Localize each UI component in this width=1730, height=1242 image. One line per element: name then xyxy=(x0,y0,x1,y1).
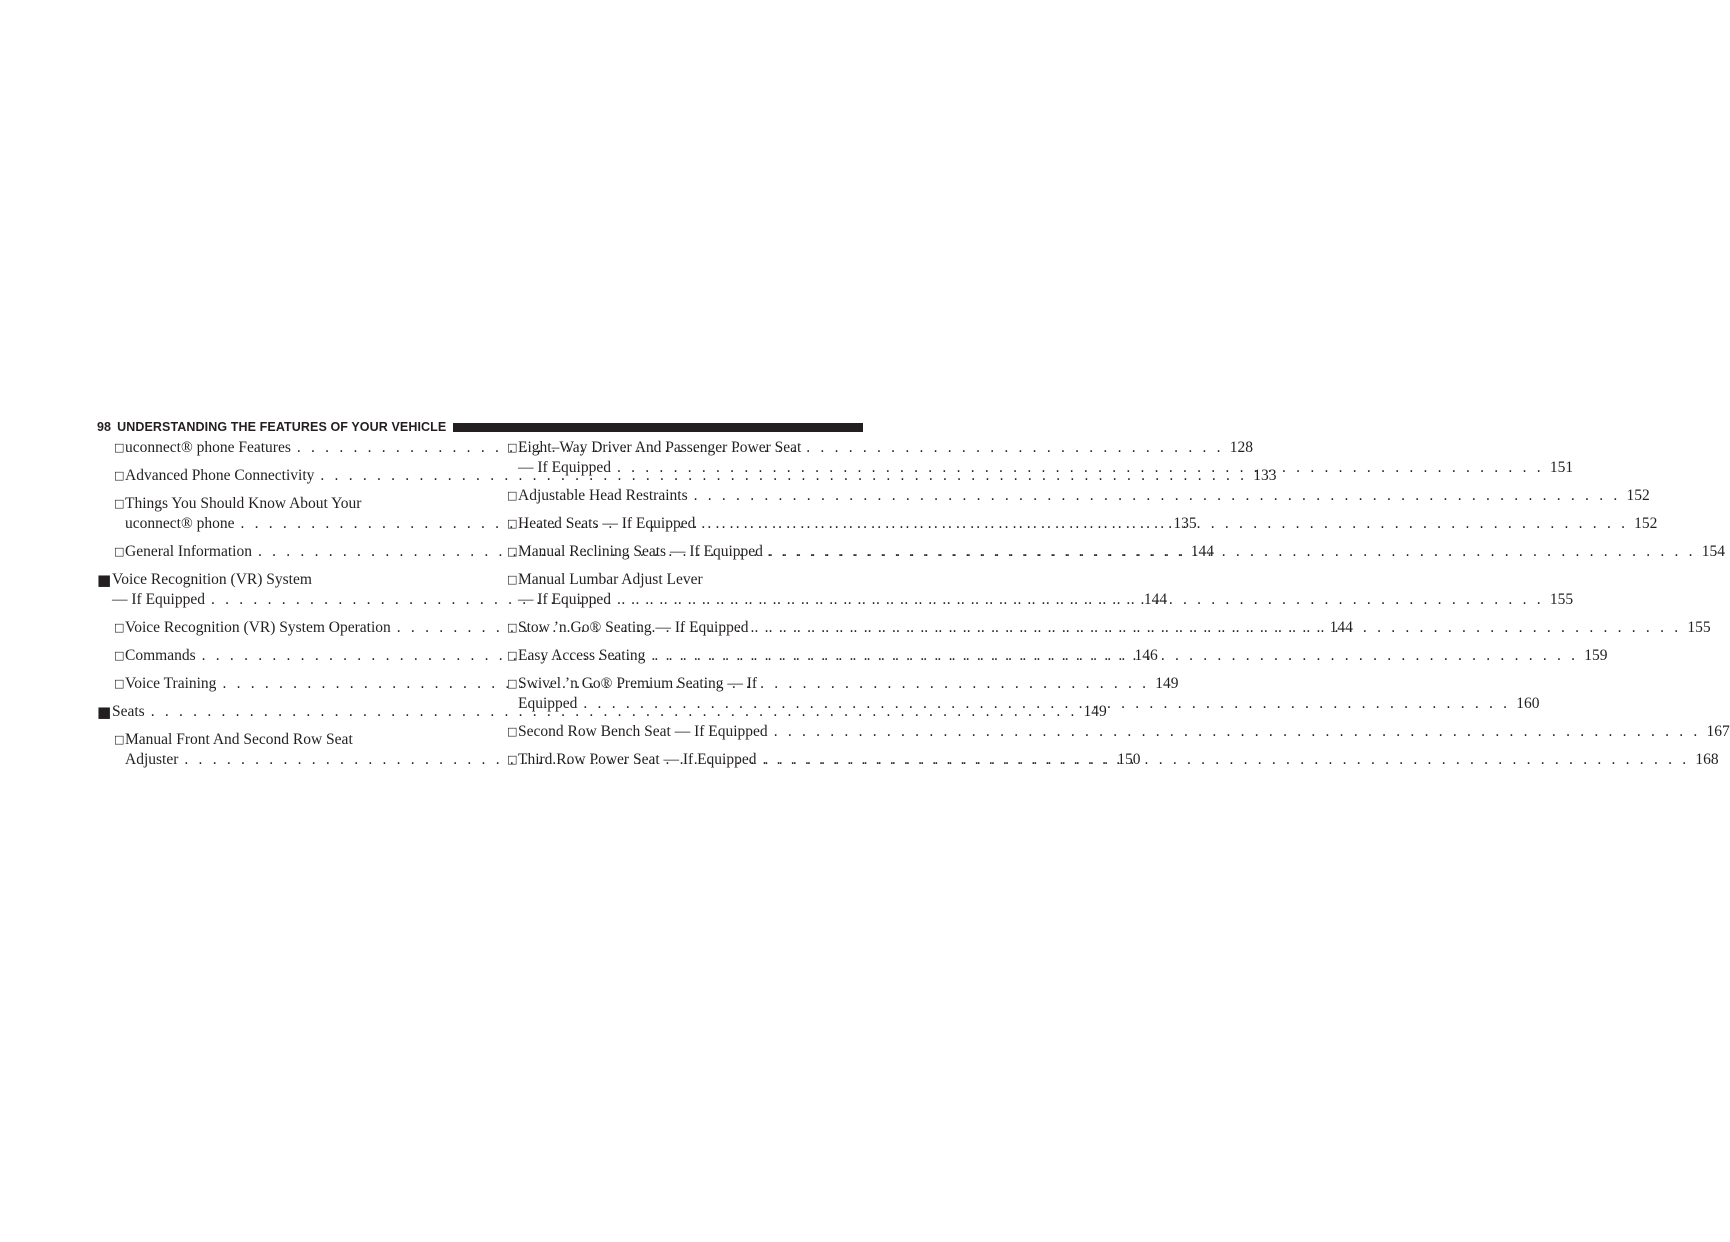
filled-square-icon: ■ xyxy=(97,571,112,589)
dot-leader xyxy=(577,694,1510,714)
toc-entry-title: Stow ’n Go® Seating — If Equipped xyxy=(518,619,749,636)
filled-square-icon: ■ xyxy=(97,703,112,721)
toc-page-number: 155 xyxy=(1549,591,1574,608)
dot-leader xyxy=(645,646,1578,666)
toc-page-number: 128 xyxy=(1229,439,1253,456)
toc-entry-title: — If Equipped xyxy=(518,591,611,608)
toc-page-number: 149 xyxy=(1083,703,1107,720)
toc-page-number: 149 xyxy=(1155,675,1179,692)
toc-page-number: 146 xyxy=(1134,647,1158,664)
dot-leader xyxy=(757,750,1690,770)
hollow-square-icon: □ xyxy=(114,545,125,558)
hollow-square-icon: □ xyxy=(114,497,125,510)
toc-entry-title: Manual Lumbar Adjust Lever xyxy=(518,571,703,588)
toc-page-number: 155 xyxy=(1687,619,1711,636)
toc-entry-title: Manual Reclining Seats — If Equipped xyxy=(518,543,763,560)
toc-entry-title: Equipped xyxy=(518,695,578,712)
hollow-square-icon: □ xyxy=(507,753,518,766)
dot-leader xyxy=(748,618,1681,638)
hollow-square-icon: □ xyxy=(114,733,125,746)
toc-entry-title: Swivel ’n Go® Premium Seating — If xyxy=(518,675,758,692)
hollow-square-icon: □ xyxy=(507,545,518,558)
toc-entry-title: Second Row Bench Seat — If Equipped xyxy=(518,723,768,740)
toc-entry-title: Things You Should Know About Your xyxy=(125,495,362,512)
toc-entry-title: Voice Recognition (VR) System Operation xyxy=(125,619,391,636)
toc-entry-title: Adjustable Head Restraints xyxy=(518,487,688,504)
toc-page-number: 150 xyxy=(1117,751,1141,768)
hollow-square-icon: □ xyxy=(507,441,518,454)
hollow-square-icon: □ xyxy=(507,573,518,586)
dot-leader xyxy=(611,590,1544,610)
toc-entry-title: — If Equipped xyxy=(518,459,611,476)
toc-page-number: 144 xyxy=(1143,591,1168,608)
toc-entry-title: uconnect® phone xyxy=(125,515,235,532)
toc-entry-title: Adjuster xyxy=(125,751,179,768)
dot-leader xyxy=(611,458,1544,478)
toc-page-number: 154 xyxy=(1701,543,1726,560)
hollow-square-icon: □ xyxy=(507,649,518,662)
toc-entry-title: Advanced Phone Connectivity xyxy=(125,467,315,484)
toc-page-number: 168 xyxy=(1695,751,1719,768)
hollow-square-icon: □ xyxy=(114,677,125,690)
hollow-square-icon: □ xyxy=(114,621,125,634)
hollow-square-icon: □ xyxy=(507,517,518,530)
toc-entry-title: Easy Access Seating xyxy=(518,647,646,664)
toc-page-number: 133 xyxy=(1253,467,1277,484)
toc-entry-title: Commands xyxy=(125,647,196,664)
toc-entry-title: Seats xyxy=(112,703,145,720)
hollow-square-icon: □ xyxy=(507,621,518,634)
hollow-square-icon: □ xyxy=(114,441,125,454)
hollow-square-icon: □ xyxy=(114,469,125,482)
header-rule xyxy=(453,423,863,432)
toc-entry-title: Third Row Power Seat — If Equipped xyxy=(518,751,757,768)
toc-entry-title: uconnect® phone Features xyxy=(125,439,291,456)
page-number: 98 xyxy=(97,420,112,434)
toc-entry-title: — If Equipped xyxy=(112,591,205,608)
dot-leader xyxy=(695,514,1628,534)
dot-leader xyxy=(763,542,1696,562)
toc-entry[interactable] xyxy=(490,486,1650,506)
toc-entry-title: Heated Seats — If Equipped xyxy=(518,515,696,532)
dot-leader xyxy=(688,486,1621,506)
chapter-title: UNDERSTANDING THE FEATURES OF YOUR VEHICLE xyxy=(117,420,447,434)
dot-leader xyxy=(768,722,1701,742)
hollow-square-icon: □ xyxy=(507,725,518,738)
toc-entry-title: Voice Training xyxy=(125,675,217,692)
hollow-square-icon: □ xyxy=(507,677,518,690)
toc-page-number: 151 xyxy=(1549,459,1574,476)
toc-entry-title: Manual Front And Second Row Seat xyxy=(125,731,353,748)
hollow-square-icon: □ xyxy=(507,489,518,502)
hollow-square-icon: □ xyxy=(114,649,125,662)
toc-page-number: 144 xyxy=(1329,619,1353,636)
toc-page-number: 160 xyxy=(1516,695,1540,712)
toc-page-number: 159 xyxy=(1584,647,1608,664)
toc-entry[interactable] xyxy=(490,722,1730,742)
page-header xyxy=(97,418,863,436)
toc-page-number: 144 xyxy=(1190,543,1215,560)
toc-entry-title: Eight–Way Driver And Passenger Power Seat xyxy=(518,439,802,456)
toc-page-number: 152 xyxy=(1634,515,1658,532)
toc-entry-title: Voice Recognition (VR) System xyxy=(112,571,312,588)
toc-page-number: 152 xyxy=(1626,487,1650,504)
toc-entry-title: General Information xyxy=(125,543,252,560)
toc-page-number: 167 xyxy=(1706,723,1730,740)
toc-page-number: 135 xyxy=(1173,515,1197,532)
